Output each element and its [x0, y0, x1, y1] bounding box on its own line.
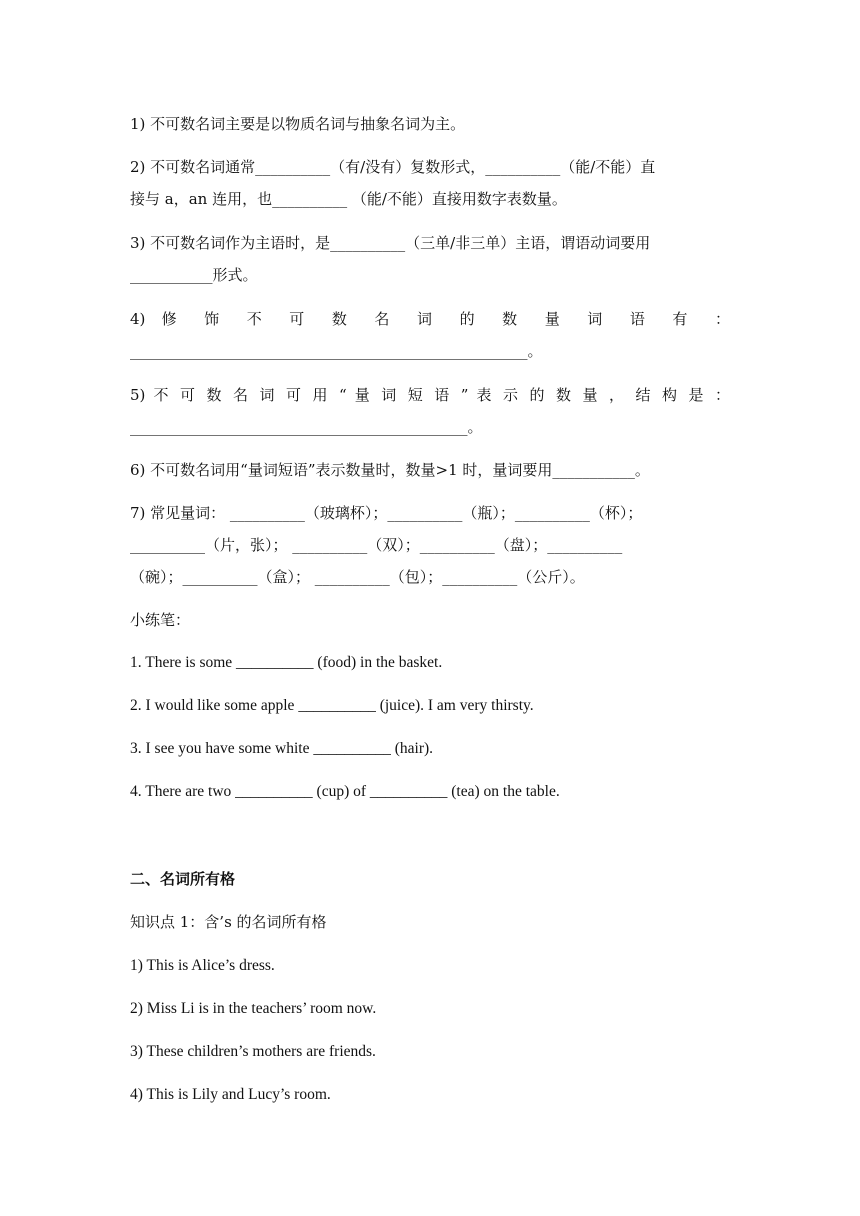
example-1: 1) This is Alice’s dress. — [130, 957, 275, 974]
example-3: 3) These children’s mothers are friends. — [130, 1043, 376, 1060]
practice-question-4: 4. There are two __________ (cup) of __________ (tea) on the table. — [130, 783, 560, 800]
example-4: 4) This is Lily and Lucy’s room. — [130, 1086, 331, 1103]
item-4-line-2: _____________________________________________________。 — [130, 342, 543, 360]
item-6: 6) 不可数名词用“量词短语”表示数量时，数量>1 时，量词要用___________。 — [130, 461, 650, 479]
item-3-line-2: ___________形式。 — [130, 266, 258, 284]
item-3-line-1: 3) 不可数名词作为主语时，是__________（三单/非三单）主语，谓语动词要用 — [130, 234, 651, 252]
item-5-line-1: 5) 不 可 数 名 词 可 用 “ 量 词 短 语 ” 表 示 的 数 量 ， 结 构 是 ： — [130, 386, 730, 404]
practice-title: 小练笔： — [130, 611, 191, 629]
practice-question-2: 2. I would like some apple __________ (juice). I am very thirsty. — [130, 697, 534, 714]
item-2-line-2: 接与 a，an 连用，也__________ （能/不能）直接用数字表数量。 — [130, 190, 567, 208]
item-7-line-3: （碗）；__________（盒）； __________（包）；__________（公斤）。 — [130, 568, 585, 586]
item-5-line-2: _____________________________________________。 — [130, 418, 483, 436]
example-2: 2) Miss Li is in the teachers’ room now. — [130, 1000, 377, 1017]
practice-question-3: 3. I see you have some white __________ (hair). — [130, 740, 434, 757]
item-2-line-1: 2) 不可数名词通常__________（有/没有）复数形式，__________（能/不能）直 — [130, 158, 656, 176]
practice-question-1: 1. There is some __________ (food) in the basket. — [130, 654, 443, 671]
item-1: 1) 不可数名词主要是以物质名词与抽象名词为主。 — [130, 115, 466, 133]
item-4-line-1: 4) 修 饰 不 可 数 名 词 的 数 量 词 语 有 ： — [130, 310, 730, 328]
item-7-line-1: 7) 常见量词： __________（玻璃杯）；__________（瓶）；__________（杯）； — [130, 504, 643, 522]
section-heading: 二、名词所有格 — [130, 870, 236, 888]
item-7-line-2: __________（片，张）； __________（双）；__________（盘）；__________ — [130, 536, 623, 554]
knowledge-point-1: 知识点 1：含’s 的名词所有格 — [130, 913, 327, 931]
